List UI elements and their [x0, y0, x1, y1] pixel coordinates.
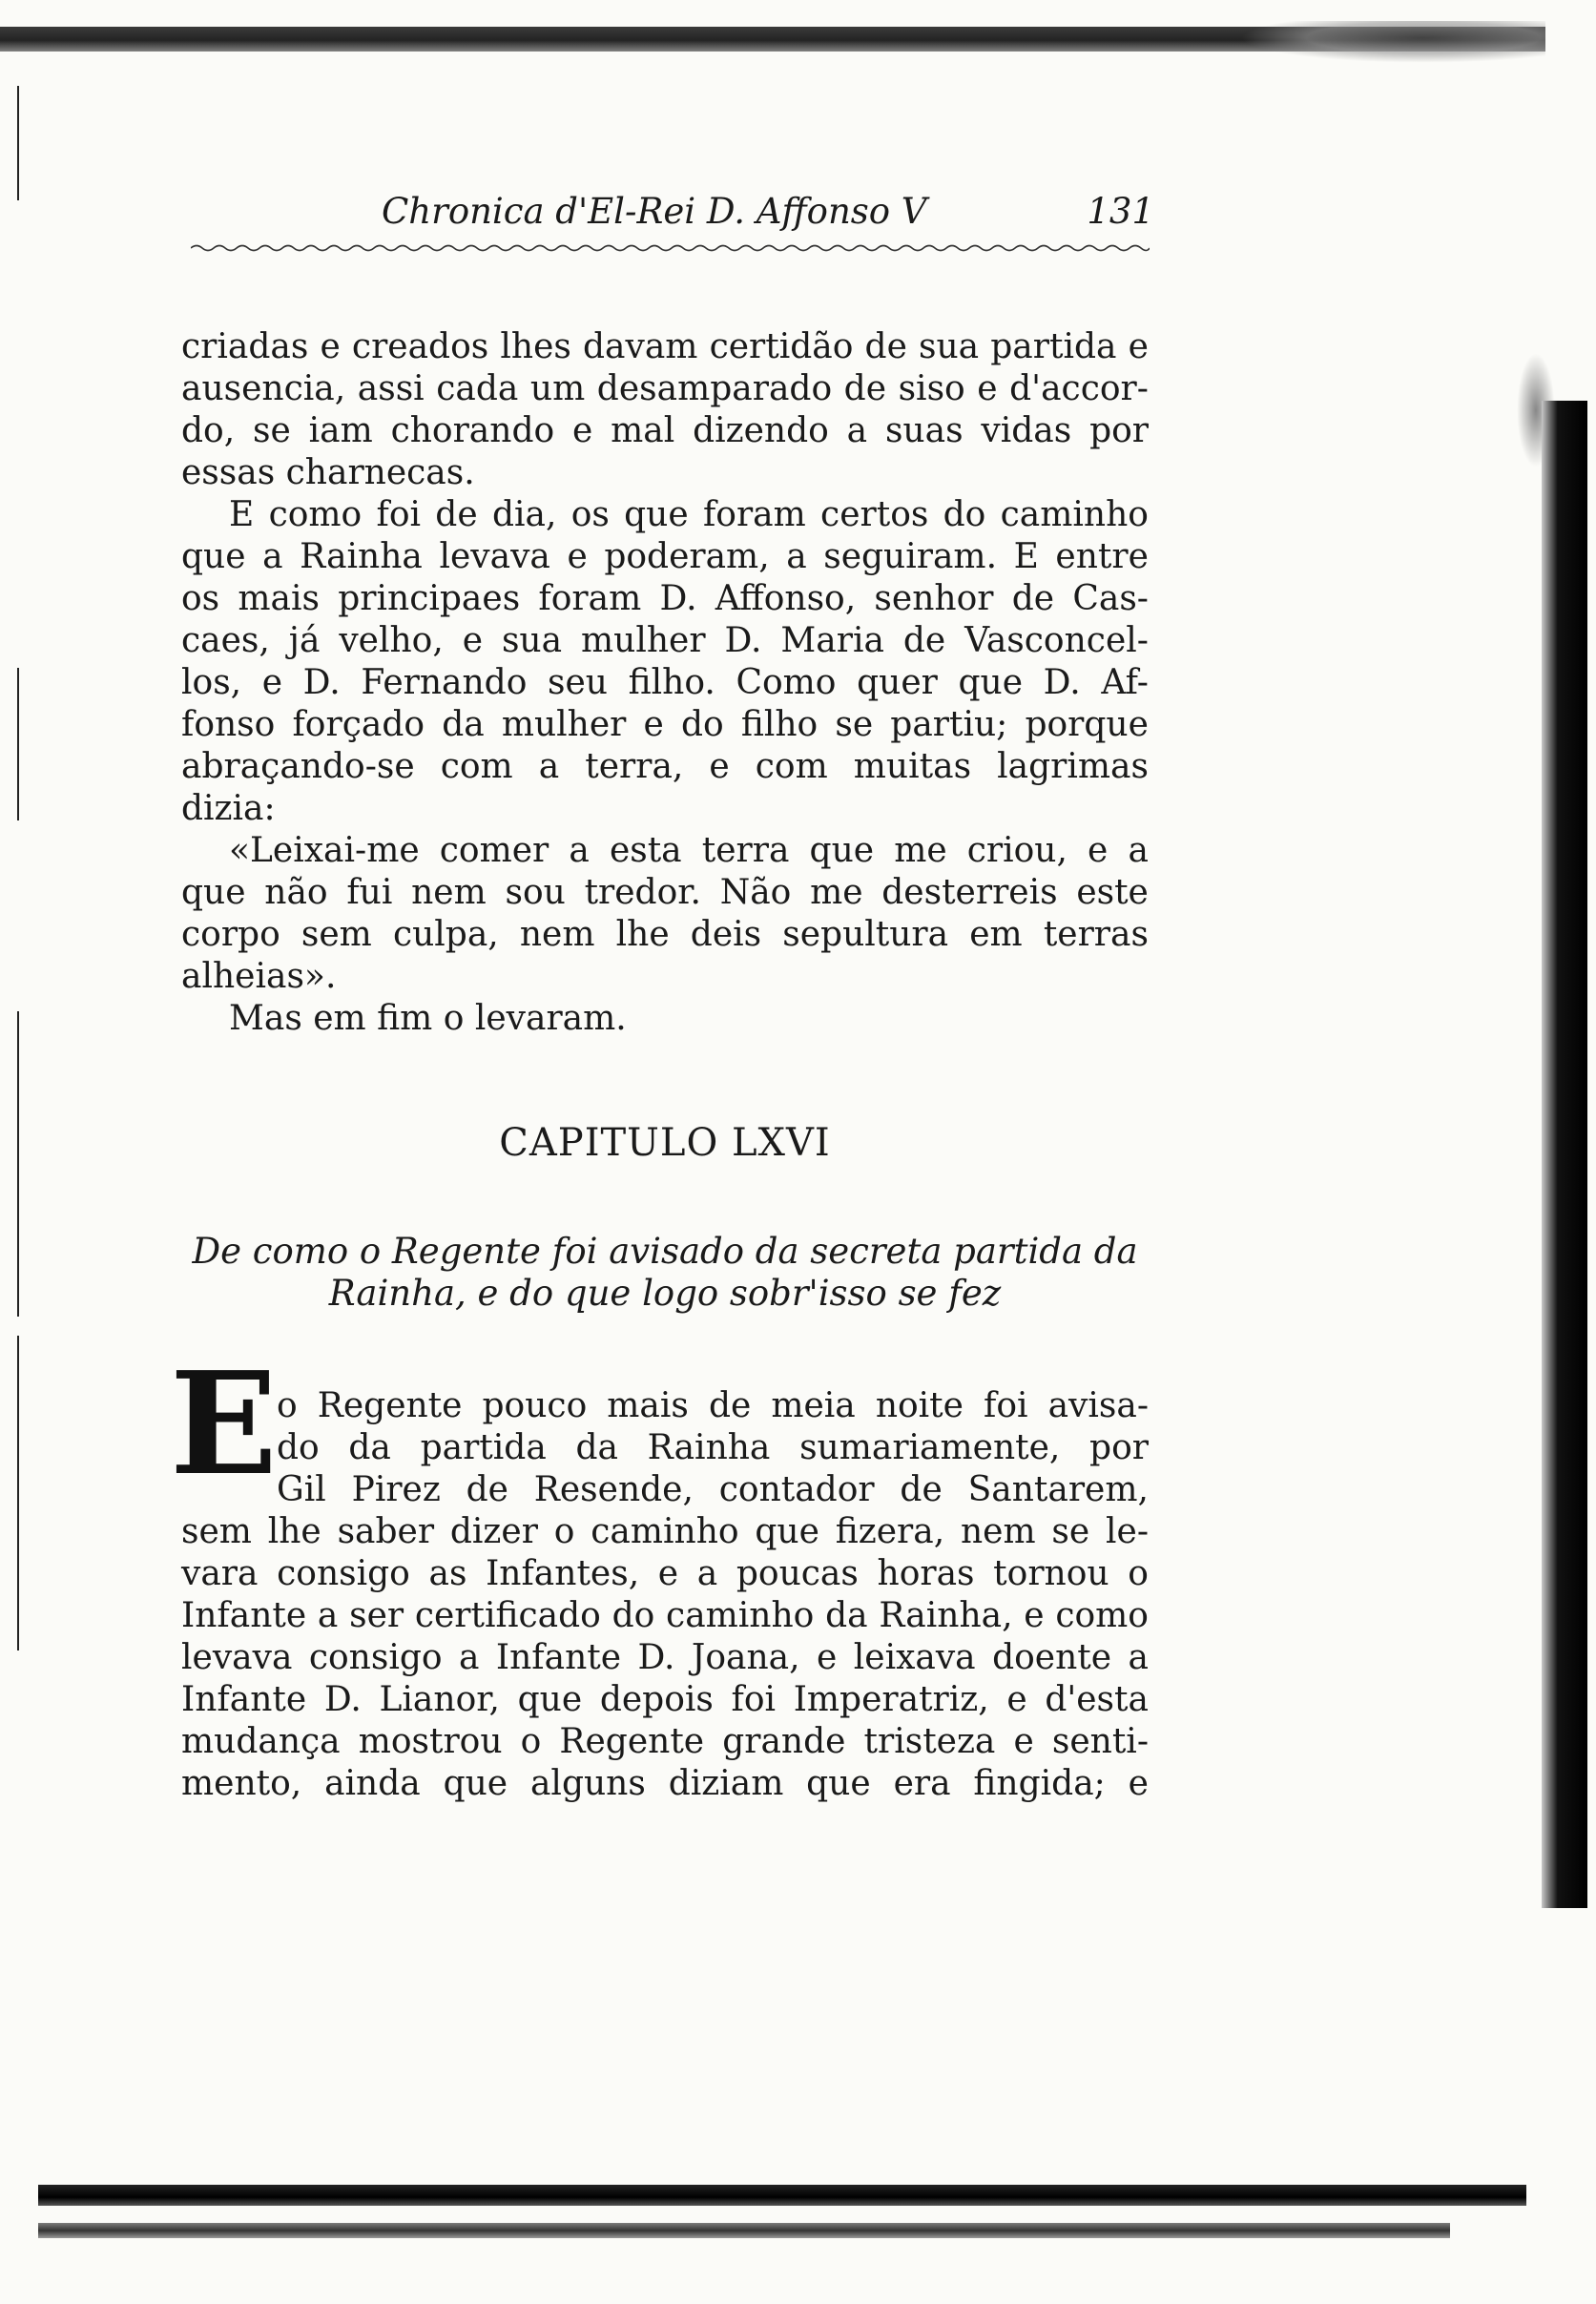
text-line: mento, ainda que alguns diziam que era fingida; e — [181, 1764, 1149, 1803]
text-block-top — [181, 326, 1149, 1040]
text-line: alheias». — [181, 957, 337, 996]
text-line: os mais principaes foram D. Affonso, senhor de Cas- — [181, 579, 1149, 618]
text-line: E como foi de dia, os que foram certos do caminho — [229, 495, 1149, 534]
scan-edge-left — [17, 1011, 19, 1317]
text-line: que não fui nem sou tredor. Não me desterreis este — [181, 873, 1149, 912]
drop-cap-letter: E — [170, 1340, 278, 1506]
text-line: criadas e creados lhes davam certidão de sua partida e — [181, 327, 1149, 366]
text-line: Gil Pirez de Resende, contador de Santarem, — [277, 1470, 1149, 1509]
chapter-subtitle-line: Rainha, e do que logo sobr'isso se fez — [328, 1273, 1002, 1314]
chapter-subtitle-line: De como o Regente foi avisado da secreta partida da — [192, 1231, 1138, 1272]
scan-edge-left — [17, 86, 19, 200]
text-block-dropcap — [277, 1385, 1149, 1511]
text-line: levava consigo a Infante D. Joana, e leixava doente a — [181, 1638, 1149, 1677]
scan-smudge — [1240, 21, 1545, 63]
text-line: corpo sem culpa, nem lhe deis sepultura em terras — [181, 915, 1149, 954]
text-line: o Regente pouco mais de meia noite foi avisa- — [277, 1386, 1149, 1425]
text-line: Infante D. Lianor, que depois foi Imperatriz, e d'esta — [181, 1680, 1149, 1719]
text-line: do, se iam chorando e mal dizendo a suas vidas por — [181, 411, 1149, 450]
text-line: que a Rainha levava e poderam, a seguiram. E entre — [181, 537, 1149, 576]
scan-edge-left — [17, 668, 19, 820]
text-line: Infante a ser certificado do caminho da Rainha, e como — [181, 1596, 1149, 1635]
text-line: mudança mostrou o Regente grande tristeza e senti- — [181, 1722, 1149, 1761]
header-wavy-rule — [191, 243, 1150, 253]
running-header — [181, 191, 1154, 248]
text-line: do da partida da Rainha sumariamente, por — [277, 1428, 1149, 1467]
text-line: los, e D. Fernando seu filho. Como quer que D. Af- — [181, 663, 1149, 702]
text-line: fonso forçado da mulher e do filho se partiu; porque — [181, 705, 1149, 744]
scan-border-right — [1542, 401, 1587, 1908]
text-line: dizia: — [181, 789, 276, 828]
chapter-subtitle — [181, 1231, 1149, 1315]
chapter-heading: CAPITULO LXVI — [499, 1121, 831, 1165]
text-line: sem lhe saber dizer o caminho que fizera, nem se le- — [181, 1512, 1149, 1551]
scan-edge-left — [17, 1336, 19, 1650]
scan-border-bottom-secondary — [38, 2223, 1450, 2238]
text-line: caes, já velho, e sua mulher D. Maria de Vasconcel- — [181, 621, 1149, 660]
text-line: ausencia, assi cada um desamparado de siso e d'accor- — [181, 369, 1149, 408]
text-line: essas charnecas. — [181, 453, 475, 492]
page-number: 131 — [1087, 191, 1154, 232]
text-line: vara consigo as Infantes, e a poucas horas tornou o — [181, 1554, 1149, 1593]
text-line: abraçando-se com a terra, e com muitas lagrimas — [181, 747, 1149, 786]
text-line: Mas em fim o levaram. — [229, 999, 627, 1038]
scan-border-bottom — [38, 2185, 1526, 2206]
running-title: Chronica d'El-Rei D. Affonso V — [382, 191, 927, 232]
text-block-chapter — [181, 1511, 1149, 1805]
text-line: «Leixai-me comer a esta terra que me criou, e a — [229, 831, 1149, 870]
drop-cap — [170, 1340, 278, 1506]
